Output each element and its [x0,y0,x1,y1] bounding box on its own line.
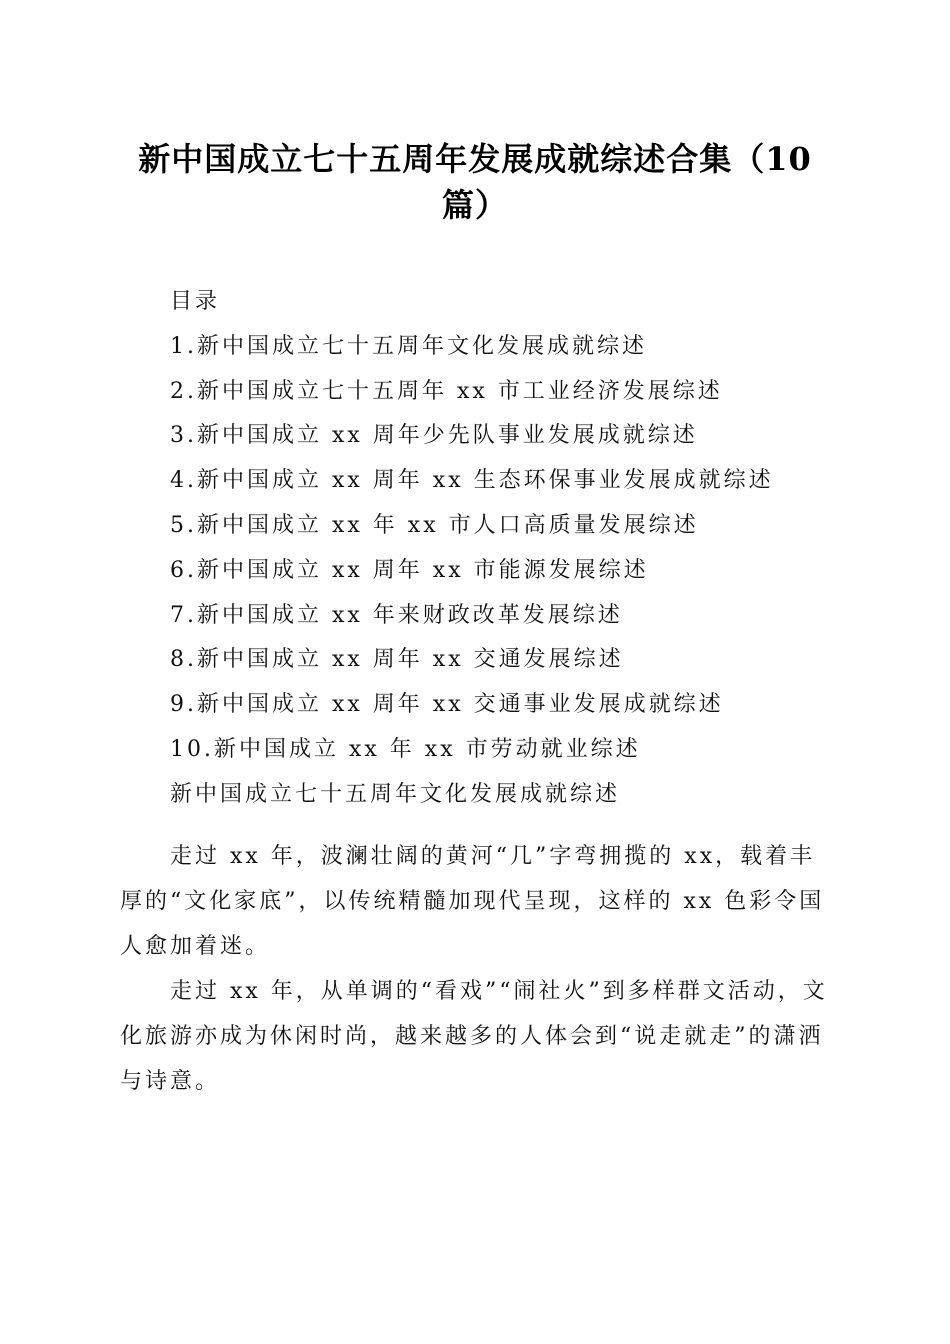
document-title-line-1: 新中国成立七十五周年发展成就综述合集（10 [138,140,812,178]
body-paragraph-2: 走过 xx 年，从单调的“看戏”“闹社火”到多样群文活动，文化旅游亦成为休闲时尚，越来越多的人体会到“说走就走”的潇洒与诗意。 [120,979,828,1094]
toc-heading: 目录 [170,289,221,314]
toc-item-10: 10.新中国成立 xx 年 xx 市劳动就业综述 [170,736,641,762]
toc-item-2: 2.新中国成立七十五周年 xx 市工业经济发展综述 [170,378,723,404]
toc-item-9: 9.新中国成立 xx 周年 xx 交通事业发展成就综述 [170,692,724,718]
body-paragraph-1: 走过 xx 年，波澜壮阔的黄河“几”字弯拥揽的 xx，载着丰厚的“文化家底”，以传统精髓加现代呈现，这样的 xx 色彩令国人愈加着迷。 [120,844,825,959]
toc-item-8: 8.新中国成立 xx 周年 xx 交通发展综述 [170,647,624,673]
table-of-contents [170,280,850,818]
document-title-line-2: 篇） [441,186,508,224]
toc-item-7: 7.新中国成立 xx 年来财政改革发展综述 [170,602,623,628]
toc-item-1: 1.新中国成立七十五周年文化发展成就综述 [170,333,647,359]
toc-item-5: 5.新中国成立 xx 年 xx 市人口高质量发展综述 [170,512,699,538]
toc-item-4: 4.新中国成立 xx 周年 xx 生态环保事业发展成就综述 [170,468,774,494]
toc-item-3: 3.新中国成立 xx 周年少先队事业发展成就综述 [170,423,698,449]
section-heading: 新中国成立七十五周年文化发展成就综述 [170,781,621,807]
toc-item-6: 6.新中国成立 xx 周年 xx 市能源发展综述 [170,557,649,583]
document-title [100,136,850,228]
